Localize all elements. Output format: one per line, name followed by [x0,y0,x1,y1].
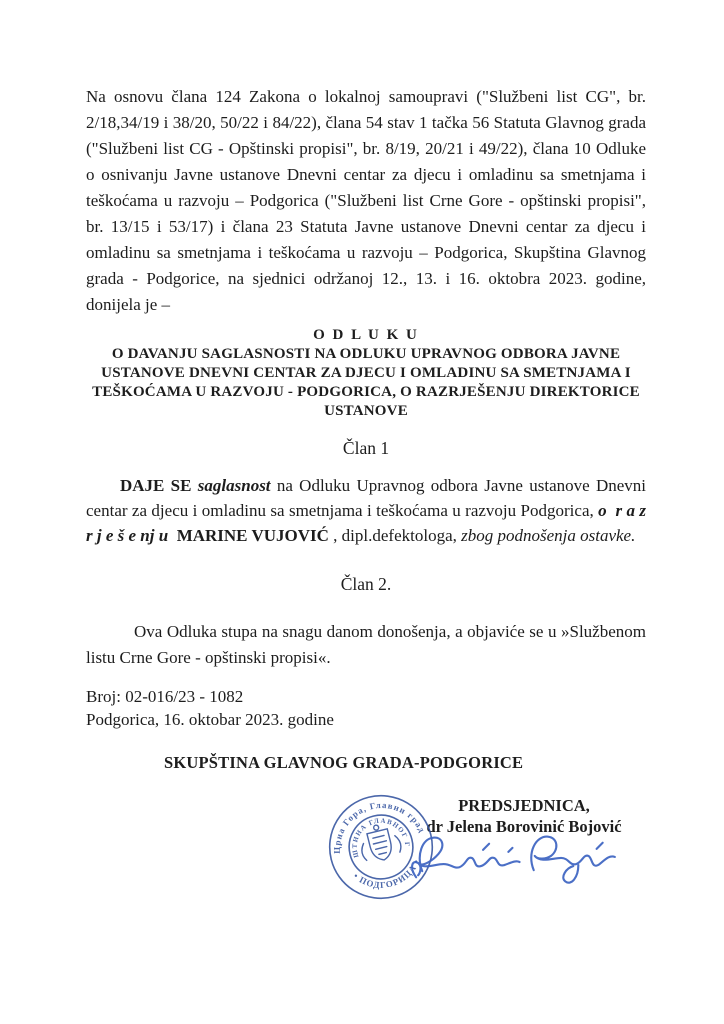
stamp-outer-bottom-text: • ПОДГОРИЦА • [351,857,422,890]
decision-title [86,326,646,421]
article-1-person-title: , dipl.defektologa, [328,526,462,545]
article-1-razrjesenje: o r a z r j e š e nj u [86,501,651,545]
reference-block [86,685,646,731]
article-1-person-name: MARINE VUJOVIĆ [168,526,329,545]
place-date-line: Podgorica, 16. oktobar 2023. godine [86,710,334,729]
decision-title-line: USTANOVE [324,403,408,419]
president-title-line: PREDSJEDNICA, [458,796,590,815]
article-1-paragraph [86,473,651,548]
stamp-inner-ring-text: СКУПШТИНА ГЛАВНОГ ГРАДА [351,817,411,859]
decision-title-line: USTANOVE DNEVNI CENTAR ZA DJECU I OMLADINU SA SMETNJAMA I [101,365,631,381]
article-1-heading: Član 1 [342,438,390,458]
decision-title-line: TEŠKOĆAMA U RAZVOJU - PODGORICA, O RAZRJEŠENJU DIREKTORICE [92,384,640,400]
handwritten-signature-ink [408,824,626,898]
stamp-outer-top-text: Црна Гора, Главни град [331,799,428,854]
document-body [86,84,651,773]
decision-title-word: O D L U K U [313,327,419,343]
document-number-line: Broj: 02-016/23 - 1082 [86,687,244,706]
article-2-paragraph: Ova Odluka stupa na snagu danom donošenja, a objaviće se u »Službenom listu Crne Gore - opštinski propisi«. [86,622,646,667]
article-2-heading: Član 2. [340,574,392,594]
article-1-reason: zbog podnošenja ostavke. [461,526,636,545]
assembly-name-line: SKUPŠTINA GLAVNOG GRADA-PODGORICE [164,753,524,772]
article-1-saglasnost: saglasnost [197,476,271,495]
preamble-paragraph: Na osnovu člana 124 Zakona o lokalnoj samoupravi ("Službeni list CG", br. 2/18,34/19 i 38/20, 50/22 i 84/22), člana 54 stav 1 tačka 56 Statuta Glavnog grada ("Službeni list CG - Opštinski propisi", br. 8/19, 20/21 i 49/22), člana 10 Odluke o osnivanju Javne ustanove Dnevni centar za djecu i omladinu sa smetnjama i teškoćama u razvoju – Podgorica ("Službeni list Crne Gore - opštinski propisi", br. 13/15 i 53/17) i člana 23 Statuta Javne ustanove Dnevni centar za djecu i omladinu sa smetnjama i teškoćama u razvoju – Podgorica, Skupština Glavnog grada - Podgorice, na sjednici održanoj 12., 13. i 16. oktobra 2023. godine, donijela je – [86,87,646,314]
article-1-daje-se: DAJE SE [120,476,198,495]
signature-strokes [412,837,615,883]
president-name-line: dr Jelena Borovinić Bojović [426,817,622,836]
article-1-body-text: na Odluku Upravnog odbora Javne ustanove Dnevni centar za djecu i omladinu sa smetnjama i teškoćama u razvoju Podgorica, [86,476,647,520]
decision-title-line: O DAVANJU SAGLASNOSTI NA ODLUKU UPRAVNOG ODBORA JAVNE [111,346,621,362]
